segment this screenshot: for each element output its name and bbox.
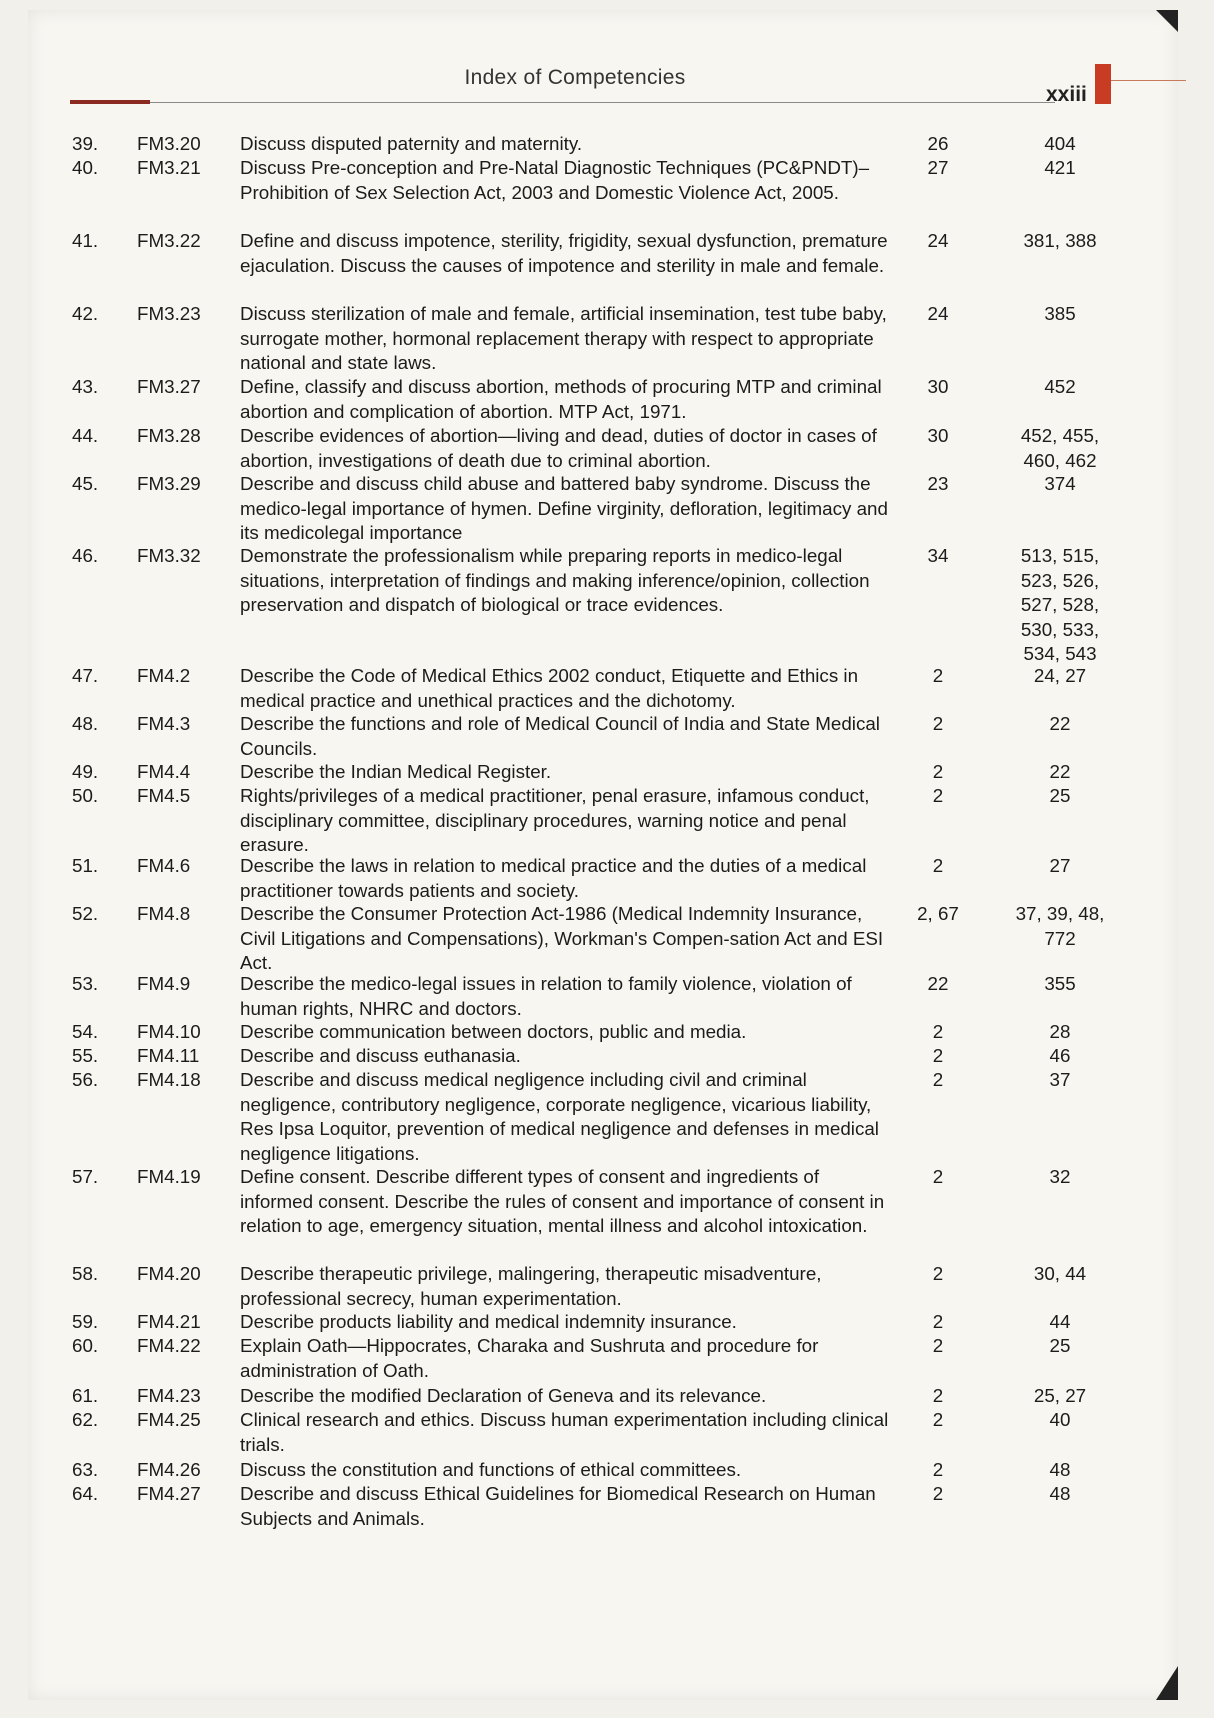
running-header-title: Index of Competencies bbox=[464, 66, 686, 89]
chapter-number: 2 bbox=[932, 1335, 944, 1356]
chapter-number: 27 bbox=[927, 157, 949, 178]
row-number: 56. bbox=[72, 1069, 99, 1090]
competency-code: FM3.22 bbox=[137, 230, 201, 251]
competency-description: Describe therapeutic privilege, malingering, therapeutic misadventure, professional secrecy, human experimentation. bbox=[240, 1263, 822, 1309]
row-number: 39. bbox=[72, 133, 99, 154]
competency-code: FM3.27 bbox=[137, 376, 201, 397]
competency-description: Describe the Code of Medical Ethics 2002 conduct, Etiquette and Ethics in medical practice and unethical practices and the dichotomy. bbox=[240, 665, 859, 711]
competency-description: Describe and discuss medical negligence including civil and criminal negligence, contributory negligence, corporate negligence, vicarious liability, Res Ipsa Loquitor, prevention of medical negligence and defenses in medical negligence litigations. bbox=[240, 1069, 879, 1164]
row-number: 51. bbox=[72, 855, 99, 876]
competency-code: FM3.23 bbox=[137, 303, 201, 324]
row-number: 43. bbox=[72, 376, 99, 397]
competency-description: Describe evidences of abortion—living and dead, duties of doctor in cases of abortion, investigations of death due to criminal abortion. bbox=[240, 425, 877, 471]
competency-code: FM4.21 bbox=[137, 1311, 201, 1332]
page-corner bbox=[1156, 10, 1178, 32]
chapter-number: 26 bbox=[927, 133, 949, 154]
competency-code: FM4.22 bbox=[137, 1335, 201, 1356]
competency-description: Discuss sterilization of male and female, artificial insemination, test tube baby, surrogate mother, hormonal replacement therapy with respect to appropriate national and state laws. bbox=[240, 303, 887, 373]
page-numbers: 37, 39, 48, 772 bbox=[1015, 903, 1105, 949]
row-number: 60. bbox=[72, 1335, 99, 1356]
competency-code: FM4.5 bbox=[137, 785, 191, 806]
competency-description: Explain Oath—Hippocrates, Charaka and Sushruta and procedure for administration of Oath. bbox=[240, 1335, 819, 1381]
competency-description: Describe and discuss Ethical Guidelines for Biomedical Research on Human Subjects and Animals. bbox=[240, 1483, 876, 1529]
row-number: 52. bbox=[72, 903, 99, 924]
row-number: 46. bbox=[72, 545, 99, 566]
competency-description: Define and discuss impotence, sterility, frigidity, sexual dysfunction, premature ejaculation. Discuss the causes of impotence and sterility in male and female. bbox=[240, 230, 888, 276]
header-rule-accent bbox=[70, 100, 150, 104]
chapter-number: 2 bbox=[932, 1166, 944, 1187]
competency-code: FM3.20 bbox=[137, 133, 201, 154]
competency-code: FM3.32 bbox=[137, 545, 201, 566]
page-numbers: 48 bbox=[1049, 1483, 1071, 1504]
chapter-number: 2 bbox=[932, 1045, 944, 1066]
competency-code: FM4.27 bbox=[137, 1483, 201, 1504]
row-number: 61. bbox=[72, 1385, 99, 1406]
chapter-number: 2 bbox=[932, 785, 944, 806]
row-number: 62. bbox=[72, 1409, 99, 1430]
competency-description: Clinical research and ethics. Discuss human experimentation including clinical trials. bbox=[240, 1409, 889, 1455]
competency-description: Describe and discuss euthanasia. bbox=[240, 1045, 521, 1066]
page-number: xxiii bbox=[1046, 83, 1087, 106]
page-corner bbox=[1156, 1666, 1178, 1700]
chapter-number: 24 bbox=[927, 303, 949, 324]
chapter-number: 24 bbox=[927, 230, 949, 251]
row-number: 64. bbox=[72, 1483, 99, 1504]
chapter-number: 23 bbox=[927, 473, 949, 494]
competency-code: FM4.20 bbox=[137, 1263, 201, 1284]
page-numbers: 27 bbox=[1049, 855, 1071, 876]
chapter-number: 2 bbox=[932, 1069, 944, 1090]
competency-code: FM4.26 bbox=[137, 1459, 201, 1480]
competency-description: Describe the functions and role of Medical Council of India and State Medical Councils. bbox=[240, 713, 880, 759]
competency-code: FM4.25 bbox=[137, 1409, 201, 1430]
page-numbers: 48 bbox=[1049, 1459, 1071, 1480]
page-numbers: 421 bbox=[1044, 157, 1076, 178]
chapter-number: 30 bbox=[927, 376, 949, 397]
chapter-number: 22 bbox=[927, 973, 949, 994]
competency-description: Define, classify and discuss abortion, methods of procuring MTP and criminal abortion and complication of abortion. MTP Act, 1971. bbox=[240, 376, 882, 422]
chapter-number: 2 bbox=[932, 855, 944, 876]
chapter-number: 2 bbox=[932, 1409, 944, 1430]
page-numbers: 24, 27 bbox=[1033, 665, 1087, 686]
competency-code: FM4.6 bbox=[137, 855, 191, 876]
chapter-number: 2 bbox=[932, 1263, 944, 1284]
page-numbers: 28 bbox=[1049, 1021, 1071, 1042]
page-tab-marker bbox=[1095, 64, 1111, 104]
competency-description: Discuss the constitution and functions of ethical committees. bbox=[240, 1459, 742, 1480]
row-number: 44. bbox=[72, 425, 99, 446]
chapter-number: 2 bbox=[932, 713, 944, 734]
competency-code: FM4.9 bbox=[137, 973, 191, 994]
row-number: 40. bbox=[72, 157, 99, 178]
chapter-number: 2 bbox=[932, 761, 944, 782]
row-number: 45. bbox=[72, 473, 99, 494]
row-number: 63. bbox=[72, 1459, 99, 1480]
competency-description: Describe products liability and medical indemnity insurance. bbox=[240, 1311, 737, 1332]
row-number: 48. bbox=[72, 713, 99, 734]
page-numbers: 355 bbox=[1044, 973, 1076, 994]
competency-code: FM3.29 bbox=[137, 473, 201, 494]
chapter-number: 2 bbox=[932, 1021, 944, 1042]
page-numbers: 25, 27 bbox=[1033, 1385, 1087, 1406]
competency-description: Describe the modified Declaration of Geneva and its relevance. bbox=[240, 1385, 767, 1406]
competency-description: Demonstrate the professionalism while preparing reports in medico-legal situations, interpretation of findings and making inference/opinion, collection preservation and dispatch of biological or trace evidences. bbox=[240, 545, 870, 615]
competency-description: Discuss Pre-conception and Pre-Natal Diagnostic Techniques (PC&PNDT)–Prohibition of Sex Selection Act, 2003 and Domestic Violence Act, 2005. bbox=[240, 157, 870, 203]
competency-description: Rights/privileges of a medical practitioner, penal erasure, infamous conduct, disciplinary committee, disciplinary procedures, warning notice and penal erasure. bbox=[240, 785, 870, 855]
row-number: 47. bbox=[72, 665, 99, 686]
page-numbers: 22 bbox=[1049, 713, 1071, 734]
competency-code: FM4.19 bbox=[137, 1166, 201, 1187]
page-numbers: 30, 44 bbox=[1033, 1263, 1087, 1284]
competency-index-table bbox=[70, 132, 1115, 1632]
competency-code: FM4.2 bbox=[137, 665, 191, 686]
page-numbers: 381, 388 bbox=[1023, 230, 1097, 251]
row-number: 42. bbox=[72, 303, 99, 324]
row-number: 58. bbox=[72, 1263, 99, 1284]
page-numbers: 385 bbox=[1044, 303, 1076, 324]
competency-code: FM3.28 bbox=[137, 425, 201, 446]
competency-code: FM4.8 bbox=[137, 903, 191, 924]
row-number: 53. bbox=[72, 973, 99, 994]
page-tab-line bbox=[1111, 80, 1186, 81]
row-number: 50. bbox=[72, 785, 99, 806]
competency-description: Describe and discuss child abuse and battered baby syndrome. Discuss the medico-legal importance of hymen. Define virginity, defloration, legitimacy and its medicolegal importance bbox=[240, 473, 888, 543]
competency-description: Define consent. Describe different types of consent and ingredients of informed consent. Describe the rules of consent and importance of consent in relation to age, emergency situation, mental illness and alcohol intoxication. bbox=[240, 1166, 885, 1236]
competency-code: FM4.3 bbox=[137, 713, 191, 734]
row-number: 59. bbox=[72, 1311, 99, 1332]
page-numbers: 22 bbox=[1049, 761, 1071, 782]
competency-description: Describe the medico-legal issues in relation to family violence, violation of human rights, NHRC and doctors. bbox=[240, 973, 852, 1019]
page-numbers: 46 bbox=[1049, 1045, 1071, 1066]
page-numbers: 404 bbox=[1044, 133, 1076, 154]
competency-code: FM4.23 bbox=[137, 1385, 201, 1406]
page-numbers: 32 bbox=[1049, 1166, 1071, 1187]
competency-description: Describe the Consumer Protection Act-1986 (Medical Indemnity Insurance, Civil Litigations and Compensations), Workman's Compen-sation Act and ESI Act. bbox=[240, 903, 884, 973]
chapter-number: 2 bbox=[932, 1385, 944, 1406]
competency-description: Discuss disputed paternity and maternity. bbox=[240, 133, 583, 154]
page-numbers: 374 bbox=[1044, 473, 1076, 494]
competency-description: Describe communication between doctors, public and media. bbox=[240, 1021, 747, 1042]
row-number: 49. bbox=[72, 761, 99, 782]
page-numbers: 452, 455, 460, 462 bbox=[1020, 425, 1100, 471]
competency-code: FM4.4 bbox=[137, 761, 191, 782]
chapter-number: 2 bbox=[932, 1459, 944, 1480]
page-numbers: 452 bbox=[1044, 376, 1076, 397]
page-numbers: 513, 515, 523, 526, 527, 528, 530, 533, 534, 543 bbox=[1020, 545, 1100, 664]
row-number: 41. bbox=[72, 230, 99, 251]
row-number: 55. bbox=[72, 1045, 99, 1066]
page-numbers: 40 bbox=[1049, 1409, 1071, 1430]
page-numbers: 44 bbox=[1049, 1311, 1071, 1332]
chapter-number: 34 bbox=[927, 545, 949, 566]
chapter-number: 2 bbox=[932, 1483, 944, 1504]
chapter-number: 30 bbox=[927, 425, 949, 446]
competency-code: FM3.21 bbox=[137, 157, 201, 178]
competency-description: Describe the Indian Medical Register. bbox=[240, 761, 552, 782]
chapter-number: 2 bbox=[932, 665, 944, 686]
row-number: 54. bbox=[72, 1021, 99, 1042]
competency-code: FM4.10 bbox=[137, 1021, 201, 1042]
page-numbers: 25 bbox=[1049, 785, 1071, 806]
page-numbers: 25 bbox=[1049, 1335, 1071, 1356]
page-numbers: 37 bbox=[1049, 1069, 1071, 1090]
competency-code: FM4.18 bbox=[137, 1069, 201, 1090]
competency-description: Describe the laws in relation to medical practice and the duties of a medical practitioner towards patients and society. bbox=[240, 855, 867, 901]
chapter-number: 2 bbox=[932, 1311, 944, 1332]
header-rule bbox=[150, 102, 1055, 103]
competency-code: FM4.11 bbox=[137, 1045, 200, 1066]
row-number: 57. bbox=[72, 1166, 99, 1187]
chapter-number: 2, 67 bbox=[917, 903, 959, 924]
